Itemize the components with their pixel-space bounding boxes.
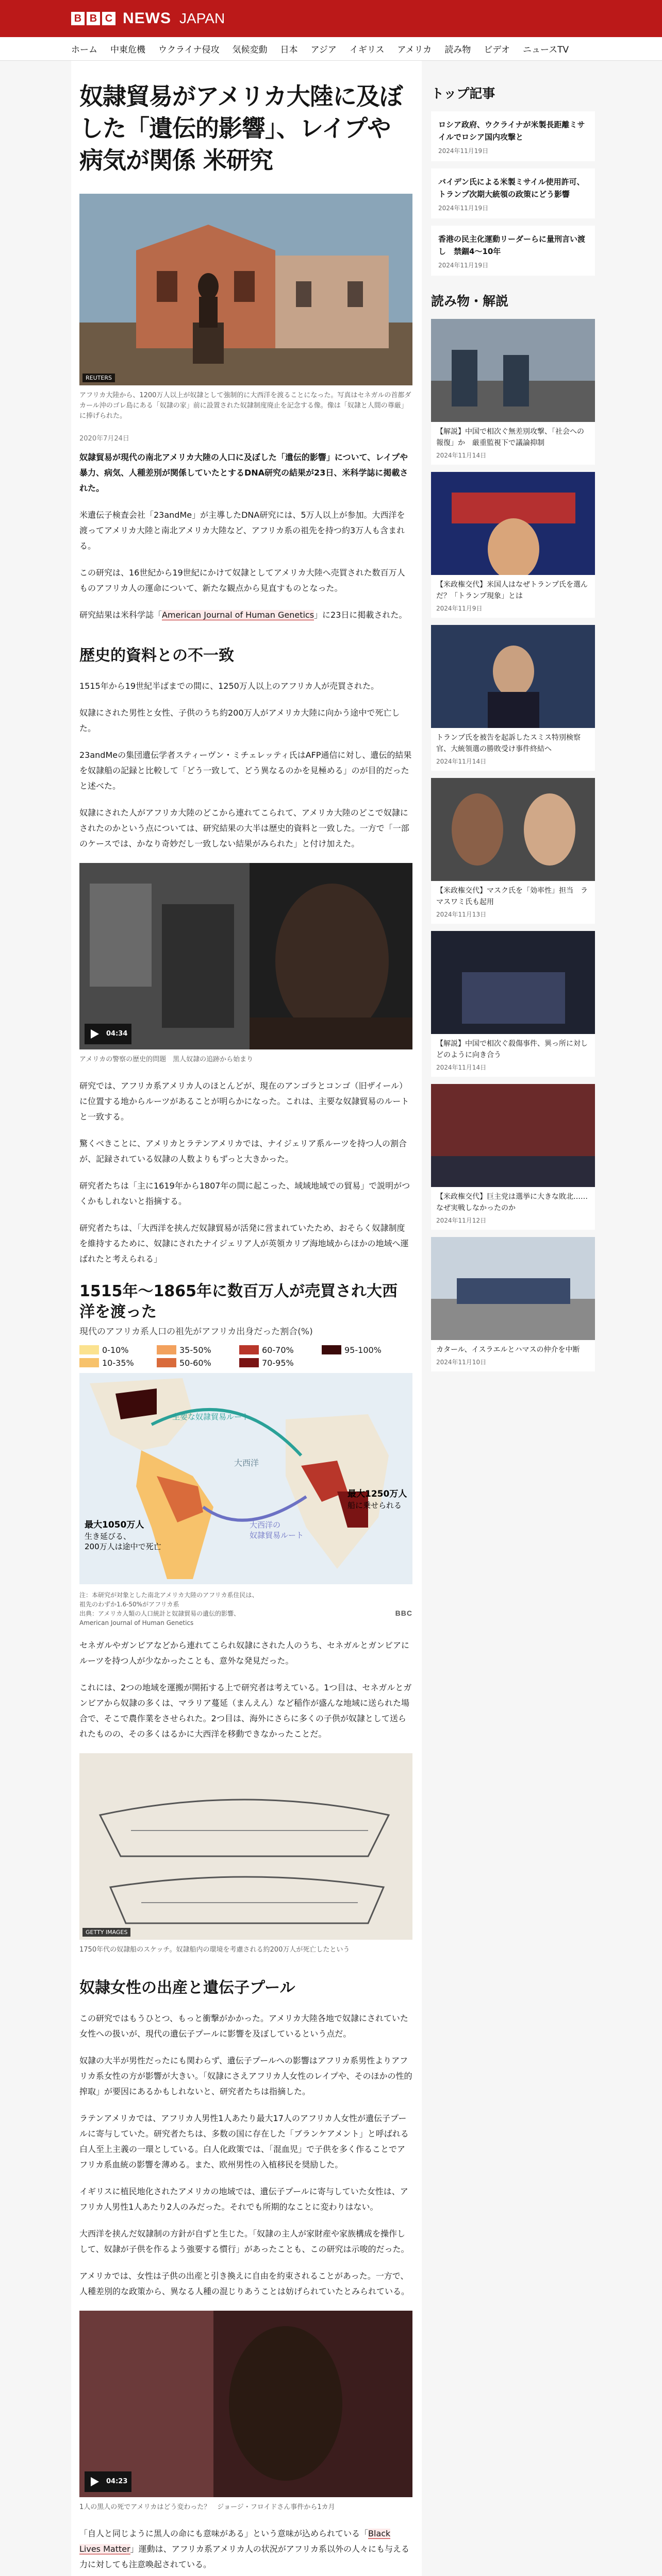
paragraph: 研究者たちは、「大西洋を挟んだ奴隷貿易が活発に営まれていたため、おそらく奴隷制度を維持するために、奴隷にされたナイジェリア人が英領カリブ海地域からほかの地域へ運ばれたと考えられる」	[79, 1223, 409, 1264]
top-story-date: 2024年11月19日	[438, 205, 489, 212]
feature-date: 2024年11月9日	[436, 605, 483, 612]
legend-label: 95-100%	[344, 1345, 382, 1355]
legend-label: 0-10%	[102, 1345, 129, 1355]
feature-card[interactable]	[431, 778, 595, 924]
text-span: 」に23日に掲載された。	[314, 610, 407, 620]
hero-image	[79, 194, 412, 385]
feature-thumbnail	[431, 472, 595, 575]
paragraph: 1515年から19世紀半ばまでの間に、1250万人以上のアフリカ人が売買された。	[79, 681, 379, 691]
top-story-title: 香港の民主化運動リーダーらに量刑言い渡し 禁錮4～10年	[438, 234, 586, 256]
video-caption: アメリカの警察の歴史的問題 黒人奴隷の追跡から始まり	[79, 1056, 254, 1063]
section-heading: 奴隷女性の出産と遺伝子プール	[79, 1979, 295, 1997]
sidebar	[422, 61, 595, 1379]
nav-item-us[interactable]: アメリカ	[397, 45, 432, 55]
map-label-right-sub: 船に乗せられる	[347, 1501, 402, 1510]
legend-label: 35-50%	[179, 1345, 211, 1355]
legend-entry	[322, 1345, 394, 1355]
journal-link[interactable]: American Journal of Human Genetics	[162, 610, 315, 620]
article-title: 奴隷貿易がアメリカ大陸に及ぼした「遺伝的影響」、レイプや病気が関係 米研究	[79, 82, 403, 174]
play-control[interactable]	[85, 2471, 131, 2492]
bbc-news-logo[interactable]	[71, 10, 225, 27]
paragraph: 研究者たちは「主に1619年から1807年の間に起こった、域域地域での貿易」で説明がつくかもしれないと指摘する。	[79, 1181, 410, 1206]
legend-entry	[239, 1358, 317, 1368]
map-label-left-sub: 生き延びる、	[85, 1532, 131, 1541]
feature-thumbnail	[431, 1084, 595, 1187]
feature-title: トランプ氏を被告を起訴したスミス特別検察官、大統領選の勝敗受け事件終結へ	[436, 734, 581, 753]
nav-item-video[interactable]: ビデオ	[484, 45, 510, 55]
world-map	[79, 1373, 412, 1584]
nav-item-news-tv[interactable]: ニュースTV	[522, 45, 569, 55]
feature-date: 2024年11月14日	[436, 452, 487, 459]
legend-swatch	[157, 1345, 176, 1354]
legend-entry	[239, 1345, 317, 1355]
features-heading: 読み物・解説	[431, 294, 509, 309]
logo-letter: B	[71, 12, 85, 25]
paragraph: 驚くべきことに、アメリカとラテンアメリカでは、ナイジェリア系ルーツを持つ人の割合が、記録されている奴隷の人数よりもずっと大きかった。	[79, 1139, 407, 1164]
play-icon[interactable]	[85, 1024, 105, 1044]
route-label-main: 主要な奴隷貿易ルート	[172, 1412, 250, 1421]
ocean-label: 大西洋	[234, 1458, 259, 1468]
video-player[interactable]	[79, 863, 412, 1049]
nav-item-home[interactable]: ホーム	[71, 45, 97, 55]
map-label-left: 最大1050万人	[85, 1520, 144, 1530]
blm-link[interactable]: Black Lives Matter	[79, 2529, 391, 2554]
paragraph	[79, 2526, 412, 2572]
nav-item-features[interactable]: 読み物	[444, 45, 471, 55]
feature-title: 【解説】中国で相次ぐ無差別攻撃、「社会への報復」か 厳重監視下で議論抑制	[436, 428, 584, 447]
feature-thumbnail	[431, 1237, 595, 1340]
feature-date: 2024年11月13日	[436, 911, 487, 918]
legend-swatch	[157, 1358, 176, 1367]
image-caption: 1750年代の奴隷船のスケッチ。奴隷船内の環境を考慮される約200万人が死亡したという	[79, 1946, 350, 1954]
legend-label: 10-35%	[102, 1358, 134, 1368]
paragraph: 23andMeの集団遺伝学者スティーヴン・ミチェレッティ氏はAFP通信に対し、遺伝的結果を奴隷船の記録と比較して「どう一致して、どう異なるのかを見極める」のが目的だったと述べた。	[79, 750, 412, 791]
paragraph: これには、2つの地域を運搬が開拓する上で研究者は考えている。1つ目は、セネガルとガンビアから奴隷の多くは、マラリア蔓延（まんえん）など稲作が盛んな地域に送られた場合で、そこで農作業をさせられた。2つ目は、海外にさらに多くの子供が奴隷として送られたものの、その多くはるかに大西洋を移動できなかったことだ。	[79, 1683, 412, 1739]
image-credit: REUTERS	[82, 374, 115, 382]
main-nav	[0, 37, 662, 61]
paragraph: 研究では、アフリカ系アメリカ人のほとんどが、現在のアンゴラとコンゴ（旧ザイール）に位置する地からルーツがあることが明らかになった。これは、主要な奴隷貿易のルートと一致する。	[79, 1081, 409, 1122]
map-source-row	[79, 1609, 412, 1628]
legend-swatch	[79, 1345, 99, 1354]
feature-card[interactable]	[431, 1084, 595, 1230]
feature-title: 【米政権交代】米国人はなぜトランプ氏を選んだ？「トランプ現象」とは	[436, 581, 588, 600]
nav-item-uk[interactable]: イギリス	[349, 45, 385, 55]
slave-ship-image	[79, 1753, 412, 1940]
article	[71, 61, 422, 2576]
feature-title: 【解説】中国で相次ぐ殺傷事件、異っ所に対しどのように向き合う	[436, 1040, 588, 1059]
paragraph: この研究ではもうひとつ、もっと衝撃がかかった。アメリカ大陸各地で奴隷にされていた女性への扱いが、現代の遺伝子プールに影響を及ぼしているという点だ。	[79, 2013, 408, 2039]
feature-card[interactable]	[431, 931, 595, 1077]
map-title: 1515年～1865年に数百万人が売買され大西洋を渡った	[79, 1282, 398, 1321]
feature-thumbnail	[431, 778, 595, 881]
article-date: 2020年7月24日	[79, 435, 129, 443]
paragraph: 奴隷にされた人がアフリカ大陸のどこから連れてこられて、アメリカ大陸のどこで奴隷にされたのかという点については、研究結果の大半は歴史的資料と一致した。一方で「一部のケースでは、かなり奇妙だし一致しない結果がみられた」と付け加えた。	[79, 808, 409, 849]
map-label-left-sub: 200万人は途中で死亡	[85, 1542, 161, 1551]
map-note-line: 注：本研究が対象とした南北アメリカ大陸のアフリカ系住民は、	[79, 1591, 258, 1599]
feature-thumbnail	[431, 625, 595, 728]
map-legend	[79, 1345, 412, 1368]
map-source	[79, 1609, 240, 1628]
nav-item-japan[interactable]: 日本	[280, 45, 298, 55]
map-source-line: 出典：アメリカ人類の人口統計と奴隷貿易の遺伝的影響、	[79, 1610, 240, 1617]
feature-title: 【米政権交代】巨主党は選挙に大きな敗北……なぜ実戦しなかったのか	[436, 1193, 588, 1212]
video-duration: 04:34	[105, 1024, 131, 1044]
play-control[interactable]	[85, 1024, 131, 1044]
logo-news: NEWS	[123, 10, 171, 27]
feature-card[interactable]	[431, 472, 595, 618]
hero-caption: アフリカ大陸から、1200万人以上が奴隷として強制的に大西洋を渡ることになった。写真はセネガルの首都ダカール沖のゴレ島にある「奴隷の家」前に設置された奴隷制度廃止を記念する像。像は「奴隷と人間の尊厳」に捧げられた。	[79, 392, 411, 420]
paragraph: 奴隷の大半が男性だったにも関わらず、遺伝子プールへの影響はアフリカ系男性よりアフリカ系女性の方が影響が大きい。「奴隷にさえアフリカ人女性のレイプや、そのほかの性的搾取」が要因にあるかもしれないと、研究者たちは指摘した。	[79, 2056, 412, 2096]
lead-paragraph: 奴隷貿易が現代の南北アメリカ大陸の人口に及ぼした「遺伝的影響」について、レイプや暴力、病気、人種差別が関係していたとするDNA研究の結果が23日、米科学誌に掲載された。	[79, 452, 408, 493]
map-note-line: 祖先のわずか1.6-50%がアフリカ系	[79, 1601, 179, 1608]
paragraph: この研究は、16世紀から19世紀にかけて奴隷としてアメリカ大陸へ売買された数百万人ものアフリカ人の運命について、新たな観点から見直すものとなった。	[79, 568, 405, 593]
map-source-line: American Journal of Human Genetics	[79, 1619, 194, 1626]
bbc-tag: BBC	[395, 1609, 412, 1617]
nav-item-ukraine[interactable]: ウクライナ侵攻	[158, 45, 220, 55]
paragraph: セネガルやガンビアなどから連れてこられ奴隷にされた人のうち、セネガルとガンビアにルーツを持つ人が少なかったことも、意外な発見だった。	[79, 1640, 410, 1666]
legend-entry	[79, 1345, 152, 1355]
map-note	[79, 1590, 412, 1628]
section-heading: 歴史的資料との不一致	[79, 647, 234, 665]
legend-label: 70-95%	[262, 1358, 294, 1368]
feature-card[interactable]	[431, 625, 595, 771]
top-story-date: 2024年11月19日	[438, 147, 489, 155]
logo-letter: C	[102, 12, 115, 25]
nav-item-climate[interactable]: 気候変動	[232, 45, 268, 55]
top-story-title: ロシア政府、ウクライナが米製長距離ミサイルでロシア国内攻撃と	[438, 120, 585, 142]
feature-card[interactable]	[431, 1237, 595, 1371]
text-span: 」運動は、アフリカ系アメリカ人の状況がアフリカ系以外の人々にも与える力に対しても注意喚起されている。	[79, 2544, 409, 2569]
legend-swatch	[79, 1358, 99, 1367]
video-player[interactable]	[79, 2311, 412, 2497]
paragraph: ラテンアメリカでは、アフリカ人男性1人あたり最大17人のアフリカ人女性が遺伝子プールに寄与していた。研究者たちは、多数の国に存在した「ブランケアメント」と呼ばれる白人至上主義の一環としている。白人化政策では、「混血児」で子供を多く作ることでアフリカ系血統の影響を薄める。また、欧州男性の入植移民を奨励した。	[79, 2113, 409, 2170]
legend-entry	[79, 1358, 152, 1368]
route-label-atlantic: 大西洋の	[250, 1520, 281, 1530]
top-story-title: バイデン氏による米製ミサイル使用許可、トランプ次期大統領の政策にどう影響	[438, 177, 585, 199]
legend-swatch	[239, 1345, 259, 1354]
legend-label: 50-60%	[179, 1358, 211, 1368]
paragraph: 大西洋を挟んだ奴隷制の方針が自ずと生じた。「奴隷の主人が家財産や家族構成を操作しして、奴隷が子供を作るよう強要する慣行」があったことも、この研究は示唆的だった。	[79, 2229, 409, 2254]
top-story[interactable]	[431, 168, 595, 218]
legend-swatch	[322, 1345, 341, 1354]
logo-letter: B	[87, 12, 100, 25]
text-span: 「自人と同じように黒人の命にも意味がある」という意味が込められている「	[79, 2529, 369, 2538]
text-span: 研究結果は米科学誌「	[79, 610, 162, 620]
logo-edition: JAPAN	[179, 10, 225, 26]
feature-title: 【米政権交代】マスク氏を「効率性」担当 ラマスワミ氏も起用	[436, 887, 588, 906]
feature-title: カタール、イスラエルとハマスの仲介を中断	[436, 1346, 580, 1354]
feature-card[interactable]	[431, 319, 595, 465]
paragraph: アメリカでは、女性は子供の出産と引き換えに自由を約束されることがあった。一方で、人種差別的な政策から、異なる人種の混じりあうことは妨げられていたとみられている。	[79, 2271, 410, 2296]
nav-item-middle-east[interactable]: 中東危機	[110, 45, 145, 55]
legend-entry	[157, 1345, 234, 1355]
feature-date: 2024年11月14日	[436, 758, 487, 765]
nav-item-asia[interactable]: アジア	[310, 45, 337, 55]
slave-trade-map-graphic	[79, 1278, 412, 1628]
image-credit: GETTY IMAGES	[82, 1928, 130, 1937]
legend-entry	[157, 1358, 234, 1368]
feature-thumbnail	[431, 931, 595, 1034]
feature-thumbnail	[431, 319, 595, 422]
top-story[interactable]	[431, 226, 595, 276]
feature-date: 2024年11月12日	[436, 1217, 487, 1224]
map-subtitle: 現代のアフリカ系人口の祖先がアフリカ出身だった割合(%)	[79, 1327, 313, 1337]
legend-swatch	[239, 1358, 259, 1367]
paragraph: 奴隷にされた男性と女性、子供のうち約200万人がアメリカ大陸に向かう途中で死亡した。	[79, 708, 400, 733]
paragraph	[79, 607, 412, 623]
video-caption: 1人の黒人の死でアメリカはどう変わった？ ジョージ・フロイドさん事件から1カ月	[79, 2503, 335, 2511]
site-header	[0, 0, 662, 37]
route-label-atlantic: 奴隷貿易ルート	[250, 1531, 304, 1540]
feature-date: 2024年11月10日	[436, 1359, 487, 1366]
top-story-date: 2024年11月19日	[438, 262, 489, 269]
map-label-right: 最大1250万人	[347, 1489, 407, 1499]
video-duration: 04:23	[105, 2471, 131, 2492]
paragraph: 米遺伝子検査会社「23andMe」が主導したDNA研究には、5万人以上が参加。大西洋を渡ってアメリカ大陸と南北アメリカ大陸など、アフリカ系の祖先を持つ約3万人も含まれる。	[79, 510, 405, 551]
paragraph: イギリスに植民地化されたアメリカの地域では、遺伝子プールに寄与していた女性は、アフリカ人男性1人あたり2人のみだった。それでも所期的なことに変わりはない。	[79, 2187, 408, 2212]
legend-label: 60-70%	[262, 1345, 294, 1355]
top-story[interactable]	[431, 111, 595, 161]
feature-date: 2024年11月14日	[436, 1064, 487, 1071]
play-icon[interactable]	[85, 2471, 105, 2492]
top-stories-heading: トップ記事	[431, 86, 495, 101]
